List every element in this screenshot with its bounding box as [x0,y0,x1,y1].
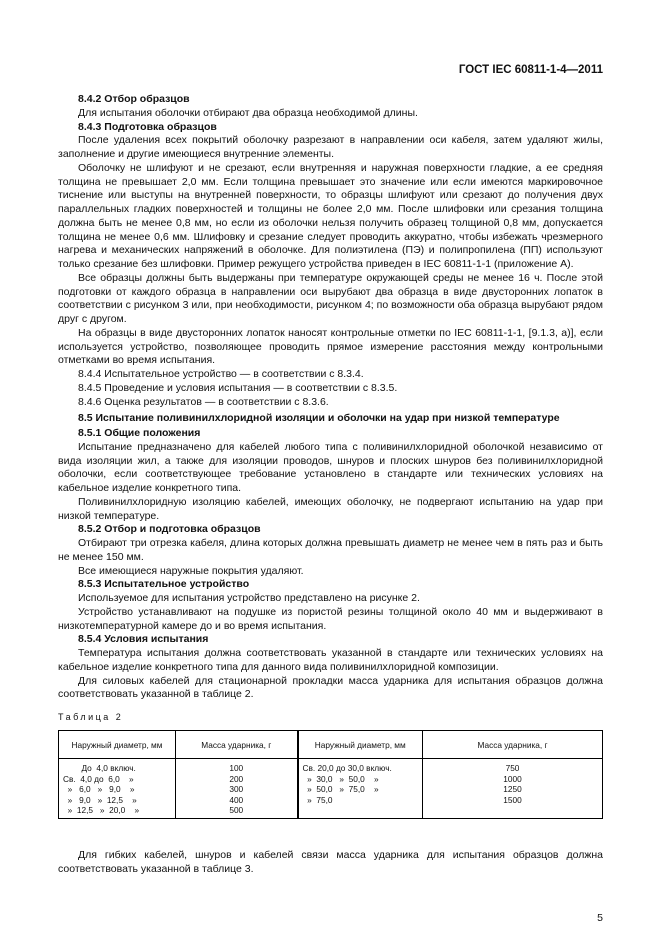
paragraph: Для испытания оболочки отбирают два образца необходимой длины. [78,106,418,119]
section-heading: 8.5.2 Отбор и подготовка образцов [78,523,261,536]
section-heading: 8.4.2 Отбор образцов [78,93,190,105]
section-heading: 8.5.3 Испытательное устройство [78,578,250,591]
table-header-row [59,731,603,759]
paragraph: Испытание предназначено для кабелей любого типа с поливинилхлоридной оболочкой независимо от вида изоляции жил, а также для изоляции проводов, шнуров и плоских шнуров без поливинилхлоридной оболочки, если соответствующее требование установлено в стандарте или технических условиях на кабельное изделие конкретного типа. [58,440,603,494]
section-heading: 8.5.1 Общие положения [78,427,201,439]
paragraph: После удаления всех покрытий оболочку разрезают в направлении оси кабеля, затем удаляют жилы, заполнение и другие имеющиеся внутренние элементы. [58,134,603,160]
page-number: 5 [597,912,603,925]
paragraph: Для гибких кабелей, шнуров и кабелей связи масса ударника для испытания образцов должна соответствовать указанной в таблице 3. [58,848,603,875]
paragraph: Все имеющиеся наружные покрытия удаляют. [78,564,304,577]
impact-mass-table [58,730,603,819]
table-caption: Таблица 2 [58,712,124,722]
paragraph: 8.4.5 Проведение и условия испытания — в соответствии с 8.3.5. [78,381,398,394]
paragraph: Отбирают три отрезка кабеля, длина которых должна превышать диаметр не менее чем в пять раз и быть не менее 150 мм. [58,537,603,563]
table-header: Масса ударника, г [423,731,603,759]
after-table-text [58,849,603,877]
section-heading: 8.5 Испытание поливинилхлоридной изоляции и оболочки на удар при низкой температуре [78,412,560,425]
paragraph: Используемое для испытания устройство представлено на рисунке 2. [78,592,420,604]
table-header: Масса ударника, г [176,731,298,759]
document-body [58,93,603,702]
paragraph: На образцы в виде двусторонних лопаток наносят контрольные отметки по IEC 60811-1-1, [9.1.3, a)], если используется устройство, позволяющее проводить прямое измерение расстояния между контрольными отметками во время испытания. [58,326,603,367]
table-cell: 100 200 300 400 500 [176,759,298,819]
table-header: Наружный диаметр, мм [59,731,176,759]
paragraph: Поливинилхлоридную изоляцию кабелей, имеющих оболочку, не подвергают испытанию на удар при низкой температуре. [58,495,603,522]
paragraph: 8.4.4 Испытательное устройство — в соответствии с 8.3.4. [78,368,364,380]
table-cell: До 4,0 включ. Св. 4,0 до 6,0 » » 6,0 » 9,0 » » 9,0 » 12,5 » » 12,5 » 20,0 » [59,759,176,819]
page-content [58,93,603,925]
table-cell: 750 1000 1250 1500 [423,759,603,819]
paragraph: Все образцы должны быть выдержаны при температуре окружающей среды не менее 16 ч. После этой подготовки от каждого образца в направлении оси вырубают два образца в виде двусторонних лопаток в соответствии с рисунком 3 или, при необходимости, рисунком 4; по возможности оба образца вырубают рядом друг с другом. [58,271,603,325]
paragraph: Температура испытания должна соответствовать указанной в стандарте или технических условиях на кабельное изделие конкретного типа для данного вида поливинилхлоридной композиции. [58,647,603,673]
section-heading: 8.4.3 Подготовка образцов [78,120,217,133]
table-header: Наружный диаметр, мм [298,731,423,759]
table-cell: Св. 20,0 до 30,0 включ. » 30,0 » 50,0 » » 50,0 » 75,0 » » 75,0 [298,759,423,819]
section-heading: 8.5.4 Условия испытания [78,633,209,646]
paragraph: 8.4.6 Оценка результатов — в соответствии с 8.3.6. [78,395,329,408]
paragraph: Для силовых кабелей для стационарной прокладки масса ударника для испытания образцов должна соответствовать указанной в таблице 2. [58,674,603,701]
paragraph: Оболочку не шлифуют и не срезают, если внутренняя и наружная поверхности гладкие, а ее средняя толщина не превышает 2,0 мм. Если толщина превышает это значение или если имеются маркировочное тиснение или выступы на внутренней поверхности, то образцы шлифуют или срезают до получения двух параллельных гладких поверхностей и толщины не более 2,0 мм. После шлифовки или срезания толщина должна быть не менее 0,8 мм, но если из оболочки нельзя получить образец толщиной 0,8 мм, допускается толщина не менее 0,6 мм. Шлифовку и срезание следует проводить аккуратно, чтобы избежать чрезмерного нагрева и механических напряжений в оболочке. Для полиэтилена (ПЭ) и полипропилена (ПП) используют только срезание без шлифовки. Пример режущего устройства приведен в IEC 60811-1-1 (приложение А). [58,161,603,270]
paragraph: Устройство устанавливают на подушке из пористой резины толщиной около 40 мм и выдерживают в низкотемпературной камере до и во время испытания. [58,605,603,632]
table-row [59,759,603,819]
document-header: ГОСТ IEC 60811-1-4—2011 [458,64,603,76]
